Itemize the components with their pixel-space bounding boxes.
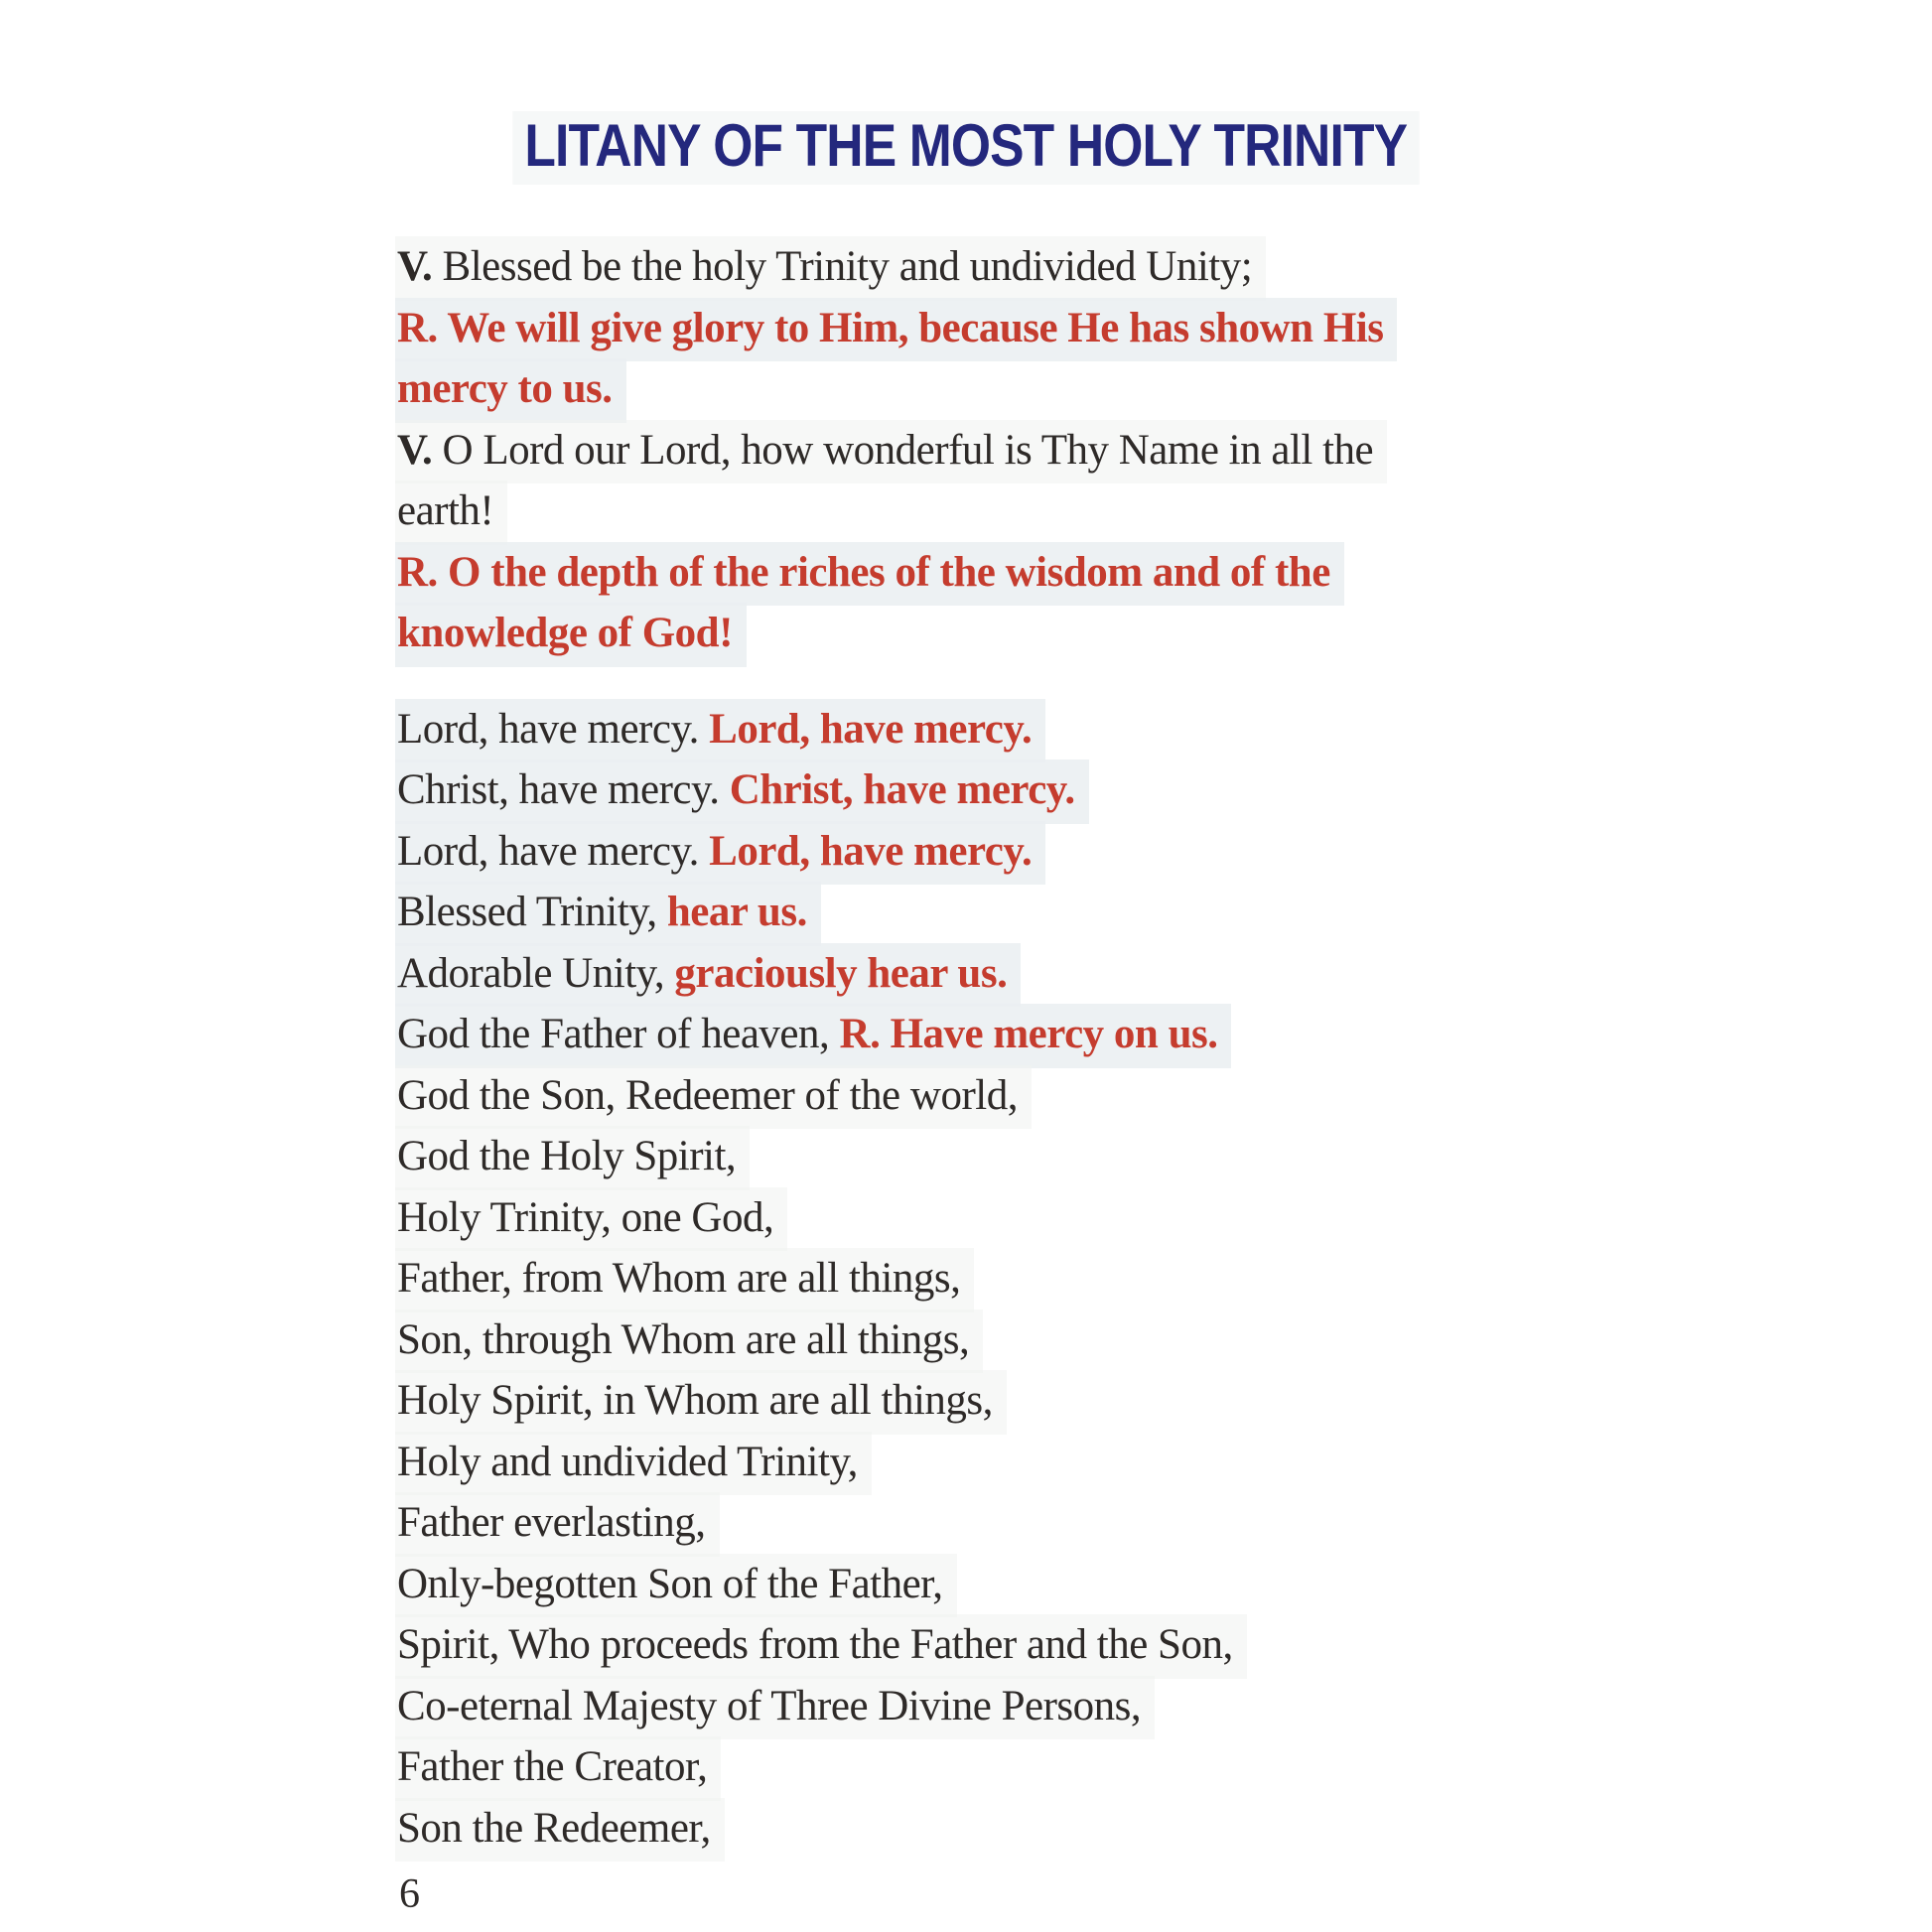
litany-line — [397, 481, 1529, 542]
litany-line — [397, 1004, 1529, 1065]
litany-text: Only-begotten Son of the Father, — [397, 1560, 943, 1607]
line-highlight-band — [395, 882, 821, 946]
litany-line — [397, 699, 1529, 760]
litany-text: God the Father of heaven, — [397, 1011, 840, 1057]
line-highlight-band — [395, 1432, 872, 1496]
versicle-label: V. — [397, 426, 433, 474]
line-highlight-band — [395, 1798, 725, 1863]
line-highlight-band — [395, 1614, 1247, 1679]
litany-text: Son the Redeemer, — [397, 1804, 711, 1852]
litany-text: Holy Spirit, in Whom are all things, — [397, 1377, 993, 1424]
litany-text: Blessed Trinity, — [397, 889, 667, 935]
line-highlight-band — [395, 1248, 974, 1312]
litany-line — [397, 542, 1529, 604]
litany-text: Lord, have mercy. — [397, 705, 710, 753]
response-text: mercy to us. — [397, 365, 613, 412]
line-highlight-band — [395, 1554, 957, 1618]
line-highlight-band — [395, 1370, 1007, 1435]
litany-line — [397, 882, 1529, 943]
line-highlight-band — [395, 1004, 1231, 1068]
litany-line — [397, 1248, 1529, 1310]
litany-line — [397, 1432, 1529, 1493]
line-highlight-band — [395, 1187, 787, 1252]
response-text: graciously hear us. — [674, 949, 1008, 997]
litany-line — [397, 1676, 1529, 1737]
line-highlight-band — [395, 358, 626, 423]
litany-line — [397, 1187, 1529, 1249]
litany-text: Holy and undivided Trinity, — [397, 1438, 858, 1485]
litany-line — [397, 1065, 1529, 1127]
litany-text: God the Holy Spirit, — [397, 1133, 737, 1179]
litany-line — [397, 1370, 1529, 1432]
response-text: R. We will give glory to Him, because He has shown His — [397, 304, 1384, 351]
versicle-label: V. — [397, 243, 433, 290]
response-text: hear us. — [666, 889, 807, 935]
litany-line — [397, 943, 1529, 1005]
line-highlight-band — [395, 699, 1045, 763]
litany-text: Son, through Whom are all things, — [397, 1315, 970, 1363]
litany-text: Co-eternal Majesty of Three Divine Persons, — [397, 1682, 1142, 1729]
litany-text: God the Son, Redeemer of the world, — [397, 1071, 1018, 1119]
litany-line — [397, 1310, 1529, 1371]
line-highlight-band — [395, 943, 1021, 1008]
line-highlight-band — [395, 1126, 750, 1190]
page-title-text: LITANY OF THE MOST HOLY TRINITY — [513, 111, 1420, 185]
litany-text: Holy Trinity, one God, — [397, 1193, 774, 1241]
litany-line — [397, 1614, 1529, 1676]
litany-line — [397, 1492, 1529, 1554]
response-text: Christ, have mercy. — [729, 766, 1075, 813]
response-text: Lord, have mercy. — [709, 827, 1033, 875]
litany-line — [397, 759, 1529, 821]
line-highlight-band — [395, 420, 1387, 484]
litany-line — [397, 298, 1529, 359]
litany-text: Adorable Unity, — [397, 949, 675, 997]
line-highlight-band — [395, 759, 1089, 824]
response-text: R. Have mercy on us. — [839, 1011, 1218, 1057]
litany-line — [397, 1554, 1529, 1615]
line-highlight-band — [395, 603, 747, 667]
litany-text: O Lord our Lord, how wonderful is Thy Name in all the — [432, 426, 1374, 474]
litany-line — [397, 1126, 1529, 1187]
line-highlight-band — [395, 542, 1344, 607]
line-highlight-band — [395, 1736, 721, 1801]
litany-line — [397, 821, 1529, 883]
litany-text: Spirit, Who proceeds from the Father and the Son, — [397, 1621, 1233, 1668]
response-text: knowledge of God! — [397, 610, 733, 656]
response-text: Lord, have mercy. — [709, 705, 1033, 753]
litany-line — [397, 236, 1529, 298]
line-highlight-band — [395, 236, 1266, 301]
line-highlight-band — [395, 821, 1045, 886]
page-number: 6 — [399, 1871, 420, 1917]
litany-line — [397, 1798, 1529, 1860]
litany-line — [397, 1736, 1529, 1798]
litany-line — [397, 420, 1529, 482]
litany-text: Father everlasting, — [397, 1499, 706, 1546]
line-highlight-band — [395, 1310, 983, 1374]
line-highlight-band — [395, 1676, 1155, 1740]
line-highlight-band — [395, 481, 507, 545]
line-highlight-band — [395, 298, 1397, 362]
line-highlight-band — [395, 1065, 1032, 1130]
litany-text: Father the Creator, — [397, 1743, 708, 1790]
litany-line — [397, 358, 1529, 420]
litany-text: earth! — [397, 487, 494, 534]
litany-text: Father, from Whom are all things, — [397, 1255, 961, 1302]
litany-text: Lord, have mercy. — [397, 827, 710, 875]
litany-lines — [397, 236, 1529, 1859]
litany-text: Blessed be the holy Trinity and undivided Unity; — [432, 243, 1253, 290]
litany-line — [397, 603, 1529, 664]
response-text: R. O the depth of the riches of the wisdom and of the — [397, 548, 1330, 596]
litany-text: Christ, have mercy. — [397, 766, 730, 813]
line-highlight-band — [395, 1492, 720, 1557]
page-title — [0, 111, 1932, 185]
